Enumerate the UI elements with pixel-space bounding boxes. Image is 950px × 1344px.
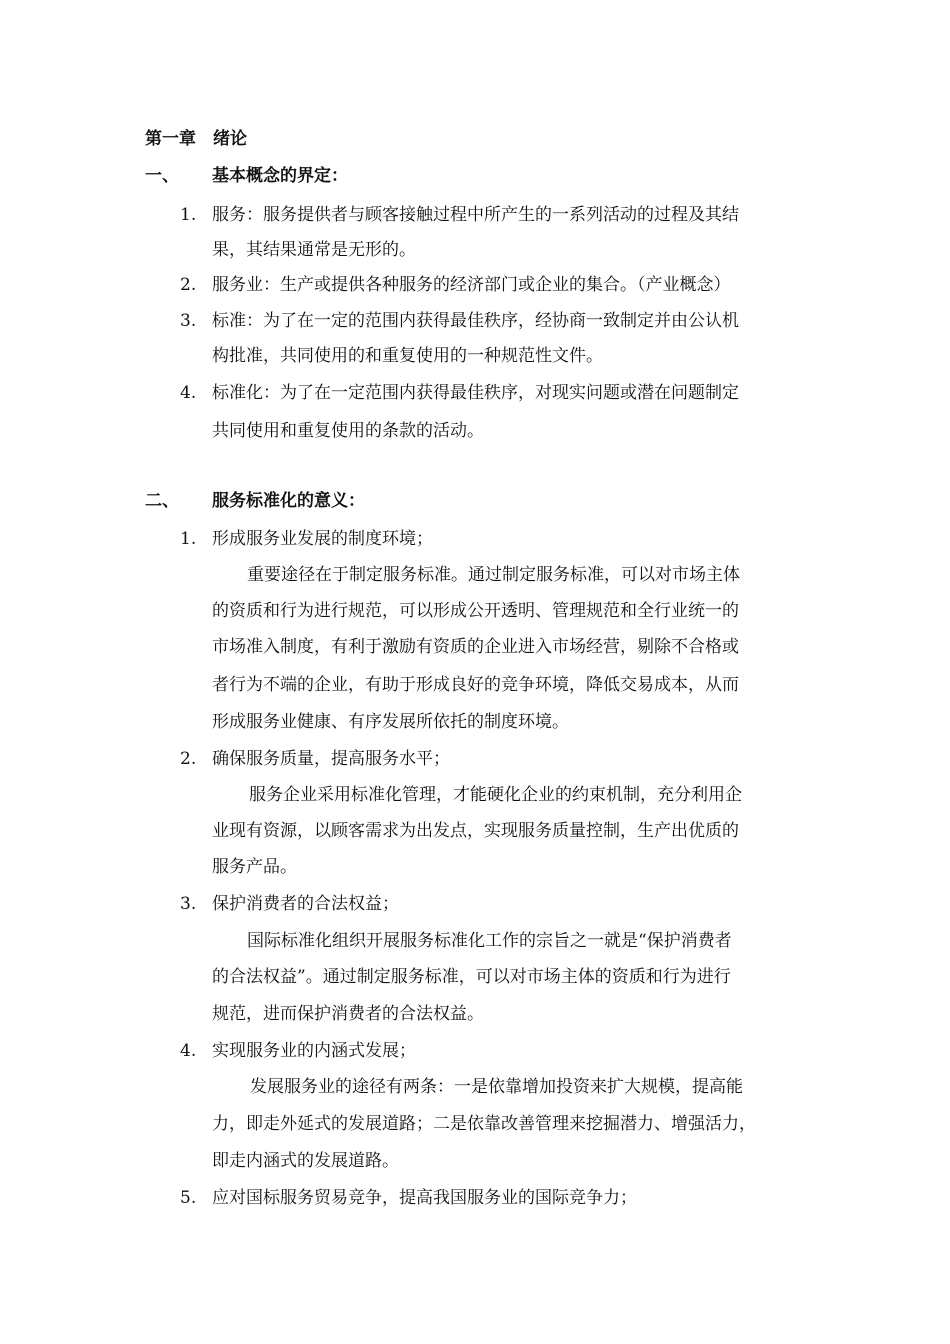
section-2-marker: 二、 xyxy=(145,491,179,511)
paragraph-line: 服务企业采用标准化管理，才能硬化企业的约束机制，充分利用企 xyxy=(249,785,742,805)
item-title: 实现服务业的内涵式发展； xyxy=(212,1041,416,1061)
item-title: 形成服务业发展的制度环境； xyxy=(212,529,433,549)
paragraph-line: 规范，进而保护消费者的合法权益。 xyxy=(212,1004,484,1024)
item-text: 服务：服务提供者与顾客接触过程中所产生的一系列活动的过程及其结 xyxy=(212,205,739,225)
paragraph-line: 的合法权益”。通过制定服务标准，可以对市场主体的资质和行为进行 xyxy=(212,967,731,987)
paragraph-line: 力，即走外延式的发展道路；二是依靠改善管理来挖掘潜力、增强活力， xyxy=(212,1114,756,1134)
paragraph-line: 重要途径在于制定服务标准。通过制定服务标准，可以对市场主体 xyxy=(247,565,740,585)
item-text: 标准：为了在一定的范围内获得最佳秩序，经协商一致制定并由公认机 xyxy=(212,311,739,331)
item-number: 2. xyxy=(180,275,197,295)
paragraph-line: 即走内涵式的发展道路。 xyxy=(212,1151,399,1171)
item-number: 1. xyxy=(180,205,197,225)
chapter-title: 第一章 绪论 xyxy=(145,129,247,149)
item-text: 标准化：为了在一定范围内获得最佳秩序，对现实问题或潜在问题制定 xyxy=(212,383,739,403)
item-title: 应对国标服务贸易竞争，提高我国服务业的国际竞争力； xyxy=(212,1188,637,1208)
item-text: 果，其结果通常是无形的。 xyxy=(212,240,416,260)
item-number: 4. xyxy=(180,383,197,403)
item-number: 1. xyxy=(180,529,197,549)
item-text: 共同使用和重复使用的条款的活动。 xyxy=(212,421,484,441)
paragraph-line: 服务产品。 xyxy=(212,857,297,877)
item-number: 4. xyxy=(180,1041,197,1061)
paragraph-line: 国际标准化组织开展服务标准化工作的宗旨之一就是“保护消费者 xyxy=(247,931,732,951)
paragraph-line: 形成服务业健康、有序发展所依托的制度环境。 xyxy=(212,712,569,732)
paragraph-line: 的资质和行为进行规范，可以形成公开透明、管理规范和全行业统一的 xyxy=(212,601,739,621)
item-number: 2. xyxy=(180,749,197,769)
item-title: 保护消费者的合法权益； xyxy=(212,894,399,914)
item-number: 3. xyxy=(180,311,197,331)
item-number: 5. xyxy=(180,1188,197,1208)
paragraph-line: 市场准入制度，有利于激励有资质的企业进入市场经营，剔除不合格或 xyxy=(212,637,739,657)
item-number: 3. xyxy=(180,894,197,914)
item-text: 服务业：生产或提供各种服务的经济部门或企业的集合。（产业概念） xyxy=(212,275,731,295)
item-title: 确保服务质量，提高服务水平； xyxy=(212,749,450,769)
item-text: 构批准，共同使用的和重复使用的一种规范性文件。 xyxy=(212,346,603,366)
section-1-marker: 一、 xyxy=(145,166,179,186)
section-1-heading: 基本概念的界定： xyxy=(212,166,348,186)
paragraph-line: 业现有资源，以顾客需求为出发点，实现服务质量控制，生产出优质的 xyxy=(212,821,739,841)
paragraph-line: 者行为不端的企业，有助于形成良好的竞争环境，降低交易成本，从而 xyxy=(212,675,739,695)
paragraph-line: 发展服务业的途径有两条：一是依靠增加投资来扩大规模，提高能 xyxy=(250,1077,743,1097)
section-2-heading: 服务标准化的意义： xyxy=(212,491,365,511)
